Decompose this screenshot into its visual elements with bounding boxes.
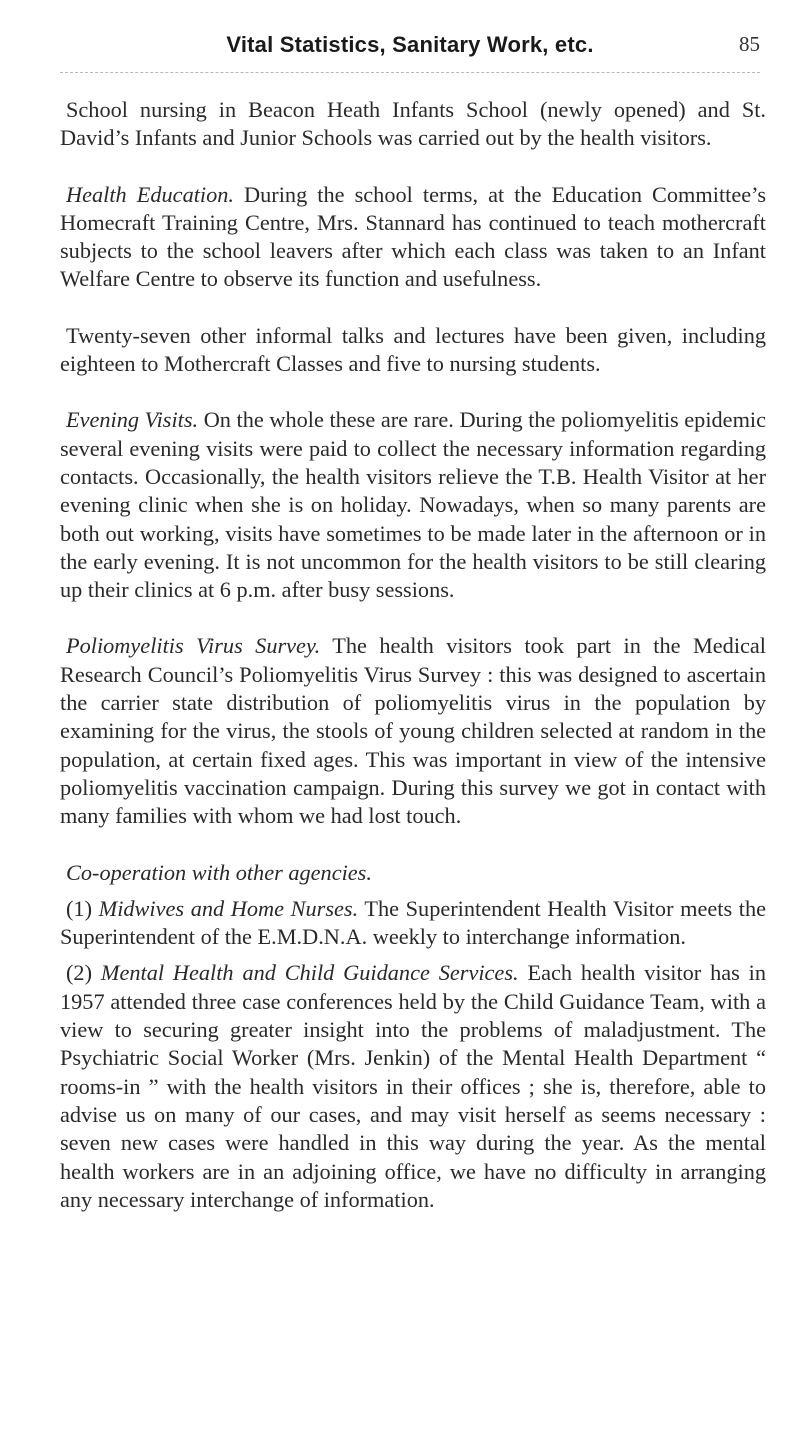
evening-visits-text: On the whole these are rare. During the poliomyelitis epidemic several evening visits were paid to collect the necessary information regarding contacts. Occasionally, the health visitors relieve the T.B. Health Visitor at her evening clinic when she is on holiday. Nowadays, when so many parents are both out working, visits have sometimes to be made later in the afternoon or in the early evening. It is not uncommon for the health visitors to be still clearing up their clinics at 6 p.m. after busy sessions. <box>60 407 767 603</box>
paragraph-school-nursing: School nursing in Beacon Heath Infants School (newly opened) and St. David’s Infants and Junior Schools was carried out by the health visitors. <box>60 97 766 151</box>
paragraph-health-education <box>60 181 766 294</box>
mental-health-number: (2) <box>66 960 101 986</box>
cooperation-heading: Co-operation with other agencies. <box>66 859 372 885</box>
mental-health-heading: Mental Health and Child Guidance Services. <box>100 960 519 986</box>
body-text <box>60 96 766 1214</box>
header-rule <box>60 72 760 73</box>
paragraph-polio-survey <box>60 632 766 830</box>
paragraph-evening-visits <box>60 406 766 604</box>
health-education-text: During the school terms, at the Education Committee’s Homecraft Training Centre, Mrs. Stannard has continued to teach mothercraft subjects to the school leavers after which each class was taken to an Infant Welfare Centre to observe its function and usefulness. <box>60 181 766 292</box>
midwives-number: (1) <box>66 895 99 921</box>
paragraph-talks: Twenty-seven other informal talks and lectures have been given, including eighteen to Mothercraft Classes and five to nursing students. <box>60 322 766 377</box>
midwives-text: The Superintendent Health Visitor meets the Superintendent of the E.M.D.N.A. weekly to interchange information. <box>60 895 766 950</box>
page-header <box>60 32 760 72</box>
running-head: Vital Statistics, Sanitary Work, etc. <box>226 32 594 57</box>
midwives-heading: Midwives and Home Nurses. <box>98 895 359 921</box>
paragraph-mental-health <box>60 959 766 1214</box>
polio-survey-text: The health visitors took part in the Medical Research Council’s Poliomyelitis Virus Survey : this was designed to ascertain the carrier state distribution of poliomyelitis virus in the population by examining for the virus, the stools of young children selected at random in the population, at certain fixed ages. This was important in view of the intensive poliomyelitis vaccination campaign. During this survey we got in contact with many families with whom we had lost touch. <box>60 633 767 829</box>
paragraph-midwives <box>60 895 766 952</box>
health-education-heading: Health Education. <box>66 181 234 207</box>
mental-health-text: Each health visitor has in 1957 attended three case conferences held by the Child Guidance Team, with a view to securing greater insight into the problems of maladjustment. The Psychiatric Social Worker (Mrs. Jenkin) of the Mental Health Department “ rooms-in ” with the health visitors in their offices ; she is, therefore, able to advise us on many of our cases, and may visit herself as seems necessary : seven new cases were handled in this way during the year. As the mental health workers are in an adjoining office, we have no difficulty in arranging any necessary interchange of information. <box>60 960 767 1212</box>
polio-survey-heading: Poliomyelitis Virus Survey. <box>66 633 321 659</box>
page-number: 85 <box>739 32 760 56</box>
evening-visits-heading: Evening Visits. <box>66 407 199 433</box>
